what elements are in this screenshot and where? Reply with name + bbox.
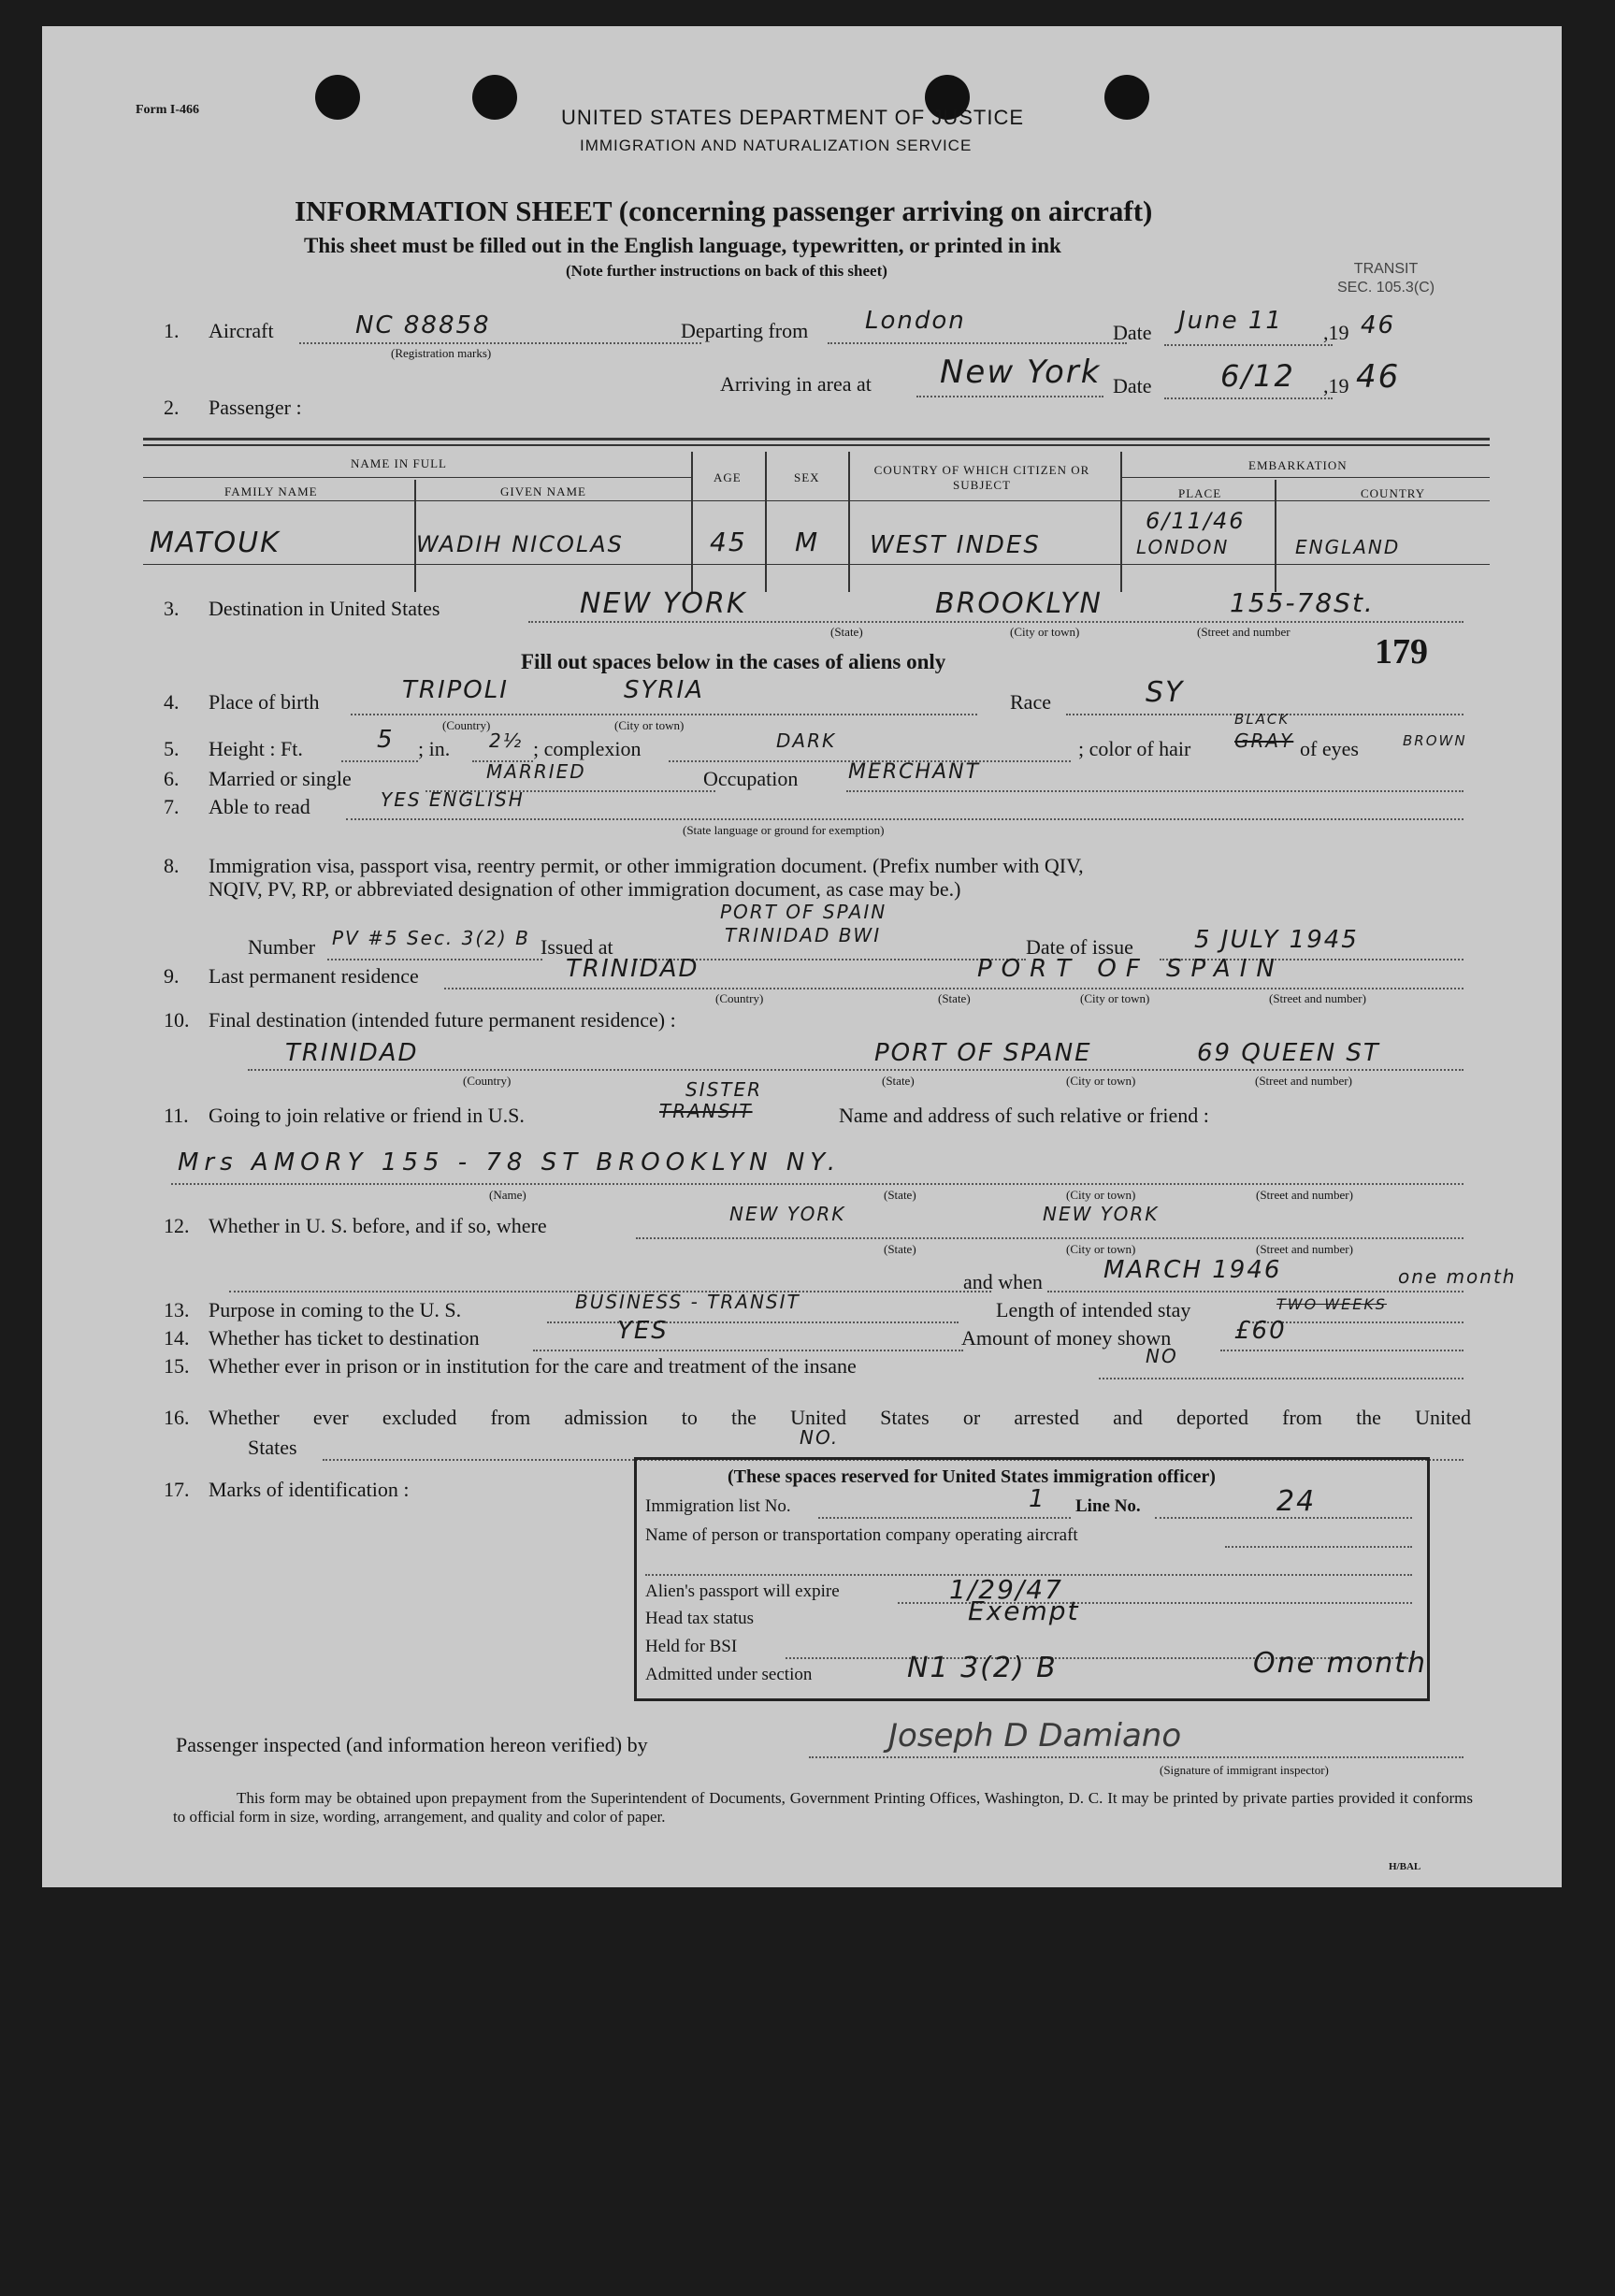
destination-city: BROOKLYN — [935, 587, 1103, 620]
company-label: Name of person or transportation company operating aircraft — [645, 1525, 1078, 1545]
prison-value: NO — [1146, 1345, 1178, 1367]
footer-text: This form may be obtained upon prepayment from the Superintendent of Documents, Government Printing Offices, Washington, D. C. It may be printed by private parties provided it conforms to official form in size, wording, arrangement, and quality and color of paper. — [173, 1789, 1473, 1826]
item-number: 10. — [164, 1008, 190, 1032]
arriving-label: Arriving in area at — [720, 372, 872, 396]
item-number: 11. — [164, 1104, 189, 1127]
td-embark-date: 6/11/46 — [1146, 508, 1246, 534]
punch-hole — [315, 75, 360, 120]
final-dest-city: PORT OF SPANE — [874, 1039, 1092, 1067]
depart-year-value: 46 — [1361, 311, 1396, 339]
caption-city: (City or town) — [1066, 1188, 1136, 1202]
caption-country: (Country) — [463, 1074, 512, 1088]
final-dest-country: TRINIDAD — [285, 1039, 419, 1067]
arrive-year-value: 46 — [1356, 358, 1401, 396]
marks-label: Marks of identification : — [209, 1478, 410, 1501]
item-number: 8. — [164, 854, 180, 877]
money-label: Amount of money shown — [961, 1326, 1172, 1350]
height-in-label: ; in. — [418, 737, 451, 760]
race-label: Race — [1010, 690, 1051, 714]
caption-city: (City or town) — [1010, 625, 1080, 639]
item-number: 13. — [164, 1298, 190, 1321]
aircraft-value: NC 88858 — [355, 311, 491, 339]
aliens-header: Fill out spaces below in the cases of aliens only — [521, 650, 946, 673]
purpose-label: Purpose in coming to the U. S. — [209, 1298, 462, 1321]
item-number: 3. — [164, 597, 180, 620]
stay-struck: TWO WEEKS — [1276, 1295, 1387, 1313]
excluded-text-1: Whether ever excluded from admission to the United States or arrested and deported from the United — [209, 1406, 1471, 1429]
th-name-in-full: NAME IN FULL — [351, 456, 447, 470]
aircraft-label: Aircraft — [209, 319, 274, 342]
marital-label: Married or single — [209, 767, 352, 790]
th-family-name: FAMILY NAME — [224, 484, 318, 498]
caption-country: (Country) — [715, 991, 764, 1005]
join-relation: SISTER — [685, 1078, 763, 1101]
when-label: and when — [963, 1270, 1043, 1293]
read-value: YES ENGLISH — [381, 788, 525, 811]
th-age: AGE — [714, 470, 742, 484]
issue-date-label: Date of issue — [1026, 935, 1133, 959]
admitted-extra: One month — [1253, 1647, 1427, 1680]
th-country-citizen: COUNTRY OF WHICH CITIZEN OR SUBJECT — [873, 463, 1090, 492]
visa-text-1: Immigration visa, passport visa, reentry permit, or other immigration document. (Prefix number with QIV, — [209, 854, 1084, 877]
visa-number-value: PV #5 Sec. 3(2) B — [332, 927, 530, 949]
caption-name: (Name) — [489, 1188, 526, 1202]
service-name: IMMIGRATION AND NATURALIZATION SERVICE — [580, 137, 973, 154]
join-struck: TRANSIT — [659, 1100, 753, 1122]
caption-state: (State) — [830, 625, 863, 639]
th-sex: SEX — [794, 470, 820, 484]
form-note: (Note further instructions on back of this sheet) — [566, 262, 887, 280]
complexion-label: ; complexion — [533, 737, 642, 760]
td-citizen: WEST INDES — [870, 531, 1041, 559]
residence-city: PORT OF SPAIN — [977, 955, 1284, 983]
reg-marks-caption: (Registration marks) — [391, 346, 492, 360]
caption-city: (City or town) — [1066, 1074, 1136, 1088]
read-caption: (State language or ground for exemption) — [683, 823, 885, 837]
purpose-value: BUSINESS - TRANSIT — [575, 1291, 800, 1313]
final-dest-label: Final destination (intended future permanent residence) : — [209, 1008, 676, 1032]
hair-value: GRAY — [1234, 729, 1294, 752]
caption-city: (City or town) — [1080, 991, 1150, 1005]
height-ft-label: Height : Ft. — [209, 737, 303, 760]
caption-city: (City or town) — [614, 718, 685, 732]
caption-street: (Street and number) — [1256, 1242, 1353, 1256]
stamped-number: 179 — [1375, 632, 1428, 671]
visa-number-label: Number — [248, 935, 316, 959]
visa-text-2: NQIV, PV, RP, or abbreviated designation of other immigration document, as case may be.) — [209, 877, 961, 901]
complexion-value: DARK — [776, 729, 837, 752]
residence-country: TRINIDAD — [566, 955, 699, 983]
caption-street: (Street and number) — [1256, 1188, 1353, 1202]
join-label: Going to join relative or friend in U.S. — [209, 1104, 525, 1127]
caption-city: (City or town) — [1066, 1242, 1136, 1256]
form-instruction: This sheet must be filled out in the English language, typewritten, or printed in ink — [304, 234, 1061, 257]
caption-country: (Country) — [442, 718, 491, 732]
passport-expire-label: Alien's passport will expire — [645, 1581, 840, 1601]
td-given-name: WADIH NICOLAS — [416, 531, 624, 557]
bsi-label: Held for BSI — [645, 1637, 738, 1656]
caption-street: (Street and number) — [1269, 991, 1366, 1005]
occupation-value: MERCHANT — [848, 760, 981, 784]
when-value: MARCH 1946 — [1103, 1256, 1282, 1284]
head-tax-value: Exempt — [968, 1596, 1080, 1626]
excluded-value: NO. — [800, 1426, 840, 1449]
inspected-label: Passenger inspected (and information hereon verified) by — [176, 1733, 648, 1756]
date-label: Date — [1113, 321, 1152, 344]
line-no-label: Line No. — [1075, 1496, 1141, 1516]
form-number: Form I-466 — [136, 103, 200, 117]
form-sheet — [42, 26, 1562, 1887]
birthplace-city: SYRIA — [624, 676, 704, 704]
td-age: 45 — [710, 527, 747, 557]
punch-hole — [472, 75, 517, 120]
caption-state: (State) — [938, 991, 971, 1005]
year-prefix: ,19 — [1323, 374, 1349, 397]
th-embarkation: EMBARKATION — [1248, 458, 1348, 472]
item-number: 15. — [164, 1354, 190, 1378]
form-title: INFORMATION SHEET (concerning passenger arriving on aircraft) — [295, 195, 1153, 227]
stamp-line: SEC. 105.3(C) — [1337, 280, 1435, 296]
occupation-label: Occupation — [703, 767, 799, 790]
prison-label: Whether ever in prison or in institution for the care and treatment of the insane — [209, 1354, 857, 1378]
stay-value: one month — [1398, 1265, 1517, 1288]
transit-stamp — [1337, 260, 1435, 297]
item-number: 5. — [164, 737, 180, 760]
caption-state: (State) — [882, 1074, 915, 1088]
join-address: Mrs AMORY 155 - 78 ST BROOKLYN NY. — [178, 1148, 842, 1177]
print-code: H/BAL — [1389, 1861, 1421, 1872]
admitted-value: N1 3(2) B — [907, 1652, 1058, 1684]
hair-label: ; color of hair — [1078, 737, 1191, 760]
before-label: Whether in U. S. before, and if so, where — [209, 1214, 547, 1237]
passenger-label: Passenger : — [209, 396, 302, 419]
item-number: 17. — [164, 1478, 190, 1501]
join-label-2: Name and address of such relative or friend : — [839, 1104, 1209, 1127]
before-city: NEW YORK — [1043, 1203, 1160, 1225]
read-label: Able to read — [209, 795, 310, 818]
hair-correction: BLACK — [1234, 711, 1291, 728]
th-country: COUNTRY — [1361, 486, 1426, 500]
list-value: 1 — [1029, 1485, 1046, 1513]
signature-caption: (Signature of immigrant inspector) — [1160, 1763, 1329, 1777]
punch-hole — [1104, 75, 1149, 120]
officer-box-header: (These spaces reserved for United States immigration officer) — [728, 1466, 1216, 1487]
before-state: NEW YORK — [729, 1203, 846, 1225]
issued-at-label: Issued at — [541, 935, 613, 959]
item-number: 9. — [164, 964, 180, 988]
destination-street: 155-78St. — [1230, 587, 1375, 618]
caption-state: (State) — [884, 1188, 916, 1202]
td-sex: M — [795, 527, 820, 557]
height-ft-value: 5 — [377, 726, 395, 754]
destination-label: Destination in United States — [209, 597, 440, 620]
arriving-value: New York — [940, 354, 1102, 391]
depart-date-value: June 11 — [1178, 307, 1283, 335]
issue-date-value: 5 JULY 1945 — [1194, 926, 1359, 954]
ticket-value: YES — [617, 1317, 669, 1345]
birthplace-label: Place of birth — [209, 690, 320, 714]
final-dest-street: 69 QUEEN ST — [1197, 1039, 1380, 1067]
item-number: 4. — [164, 690, 180, 714]
head-tax-label: Head tax status — [645, 1609, 755, 1628]
eyes-value: BROWN — [1403, 732, 1467, 749]
td-embark-place: LONDON — [1136, 536, 1230, 558]
race-value: SY — [1146, 676, 1185, 709]
passport-expire-value: 1/29/47 — [949, 1574, 1063, 1605]
item-number: 12. — [164, 1214, 190, 1237]
inspector-signature: Joseph D Damiano — [888, 1717, 1182, 1754]
th-place: PLACE — [1178, 486, 1222, 500]
marital-value: MARRIED — [486, 760, 586, 783]
departing-label: Departing from — [681, 319, 809, 342]
item-number: 14. — [164, 1326, 190, 1350]
agency-name: UNITED STATES DEPARTMENT OF JUSTICE — [561, 106, 1025, 129]
residence-label: Last permanent residence — [209, 964, 419, 988]
arrive-date-label: Date — [1113, 374, 1152, 397]
departing-value: London — [865, 307, 966, 335]
excluded-text-2: States — [248, 1436, 297, 1459]
item-number: 2. — [164, 396, 180, 419]
td-embark-country: ENGLAND — [1295, 536, 1401, 558]
stay-label: Length of intended stay — [996, 1298, 1191, 1321]
caption-street: (Street and number) — [1255, 1074, 1352, 1088]
caption-street: (Street and number — [1197, 625, 1291, 639]
issued-at-correction: PORT OF SPAIN — [720, 901, 887, 923]
item-number: 1. — [164, 319, 180, 342]
arrive-date-value: 6/12 — [1220, 358, 1295, 394]
td-family-name: MATOUK — [150, 527, 281, 559]
eyes-label: of eyes — [1300, 737, 1359, 760]
caption-state: (State) — [884, 1242, 916, 1256]
list-label: Immigration list No. — [645, 1496, 791, 1516]
line-no-value: 24 — [1276, 1485, 1317, 1518]
height-in-value: 2½ — [489, 729, 524, 752]
admitted-label: Admitted under section — [645, 1665, 813, 1684]
destination-state: NEW YORK — [580, 587, 747, 620]
issued-at-value: TRINIDAD BWI — [725, 924, 882, 946]
item-number: 7. — [164, 795, 180, 818]
th-given-name: GIVEN NAME — [500, 484, 586, 498]
ticket-label: Whether has ticket to destination — [209, 1326, 480, 1350]
birthplace-country: TRIPOLI — [402, 676, 509, 704]
item-number: 6. — [164, 767, 180, 790]
money-value: £60 — [1234, 1317, 1287, 1345]
year-prefix: ,19 — [1323, 321, 1349, 344]
item-number: 16. — [164, 1406, 190, 1429]
stamp-line: TRANSIT — [1353, 261, 1419, 277]
